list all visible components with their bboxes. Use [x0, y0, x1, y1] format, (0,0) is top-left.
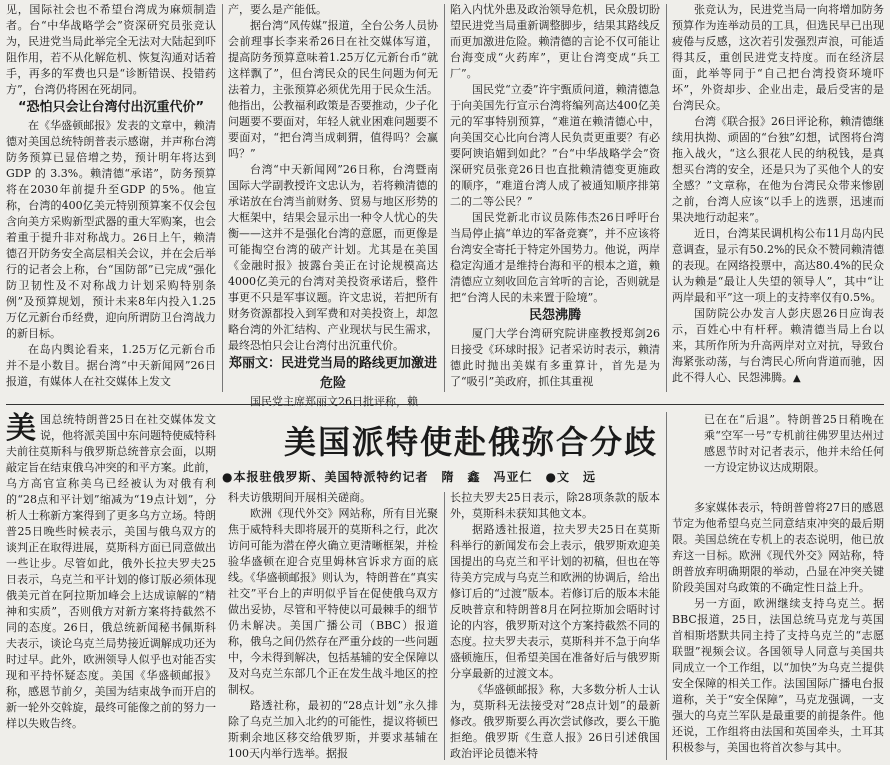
paragraph: 多家媒体表示，特朗普曾将27日的感恩节定为他希望乌克兰同意结束冲突的最后期限。美国总统在专机上的表态说明，他已放弃这一目标。欧洲《现代外交》网站称，特朗普放弃明确期限的举动，凸显在冲突关键阶段美国对乌政策的不确定性日益上升。 — [672, 501, 884, 594]
article-headline: 美国派特使赴俄弥合分歧 — [283, 423, 658, 461]
section-subhead: 郑丽文：民进党当局的路线更加激进危险 — [228, 356, 437, 391]
bottom-col-4-lower — [672, 500, 884, 762]
top-col-3 — [450, 2, 660, 396]
column-rule — [666, 412, 667, 760]
paragraph: 科夫访俄期间开展相关磋商。 — [228, 491, 371, 504]
paragraph: 欧洲《现代外交》网站称，所有目光聚焦于威特科夫即将展开的莫斯科之行，此次访问可能为潜在停火确立更清晰框架，并检验华盛顿在迎合克里姆林宫诉求方面的底线。《华盛顿邮报》则认为，特朗普在“真实社交”平台上的声明似乎旨在促使俄乌双方做出妥协，尽管和平特使以可最棘手的细节仍未解决。美国广播公司（BBC）报道称，俄乌之间仍然存在严重分歧的一些问题中，今未得到解决，包括基辅的安全保障以及对乌克兰东部几个正在发生战斗地区的控制权。 — [228, 507, 438, 696]
paragraph: 国民党“立委”许宇甄质问道，赖清德急于向美国先行宣示台湾将编列高达400亿美元的军事特别预算，“难道在赖清德心中，向美国交心比向台湾人民负责更重要？有必要阿谀谄媚到如此？”台“中华战略学会”资深研究员张竞26日也直批赖清德变更施政的顺序，“难道台湾人成了被通知顺序排第二的二等公民？” — [450, 83, 660, 208]
paragraph: 在岛内舆论看来，1.25万亿元新台币并不是小数目。据台湾“中天新闻网”26日报道，有媒体人在社交媒体上发文 — [6, 343, 216, 388]
column-rule — [222, 4, 223, 392]
paragraph: 另一方面，欧洲继续支持乌克兰。据BBC报道，25日，法国总统马克龙与英国首相斯塔默共同主持了支持乌克兰的“志愿联盟”视频会议。各国领导人同意与美国共同成立一个工作组，以“加快”为乌克兰提供安全保障的相关工作。法国国际广播电台报道称，关于“安全保障”，马克龙强调，一支强大的乌克兰军队是最重要的前提条件。他还说，工作组将由法国和英国牵头，土耳其积极参与，美国也将首次参与其中。 — [672, 597, 884, 754]
paragraph-text: 国总统特朗普25日在社交媒体发文说，他将派美国中东问题特使威特科夫前往莫斯科与俄罗斯总统普京会面，以期敲定旨在结束俄乌冲突的和平方案。此前，乌方高官宣称美乌已经被认为对俄有利的“28点和平计划”缩减为“19点计划”，分析人士称新方案得到了更多乌方立场。特朗普25日晚些时候表示，美国与俄乌双方的谈判正在取得进展，莫斯科方面已同意做出一些让步。尽管如此，俄外长拉夫罗夫25日表示，乌克兰和平计划的修订版必须体现俄美元首在阿拉斯加峰会上达成谅解的“精神和实质”，否则俄方对新方案将持截然不同的态度。26日，俄总统新闻秘书佩斯科夫表示，谈论乌克兰局势接近调解成功还为时过早。此外，欧洲领导人似乎也对能否实现和平持怀疑态度。美国《华盛顿邮报》称，感恩节前夕，美国为结束战争而开启的新一轮外交斡旋，最终可能像之前的努力一样以失败告终。 — [6, 413, 216, 730]
paragraph: 已在在“后退”。特朗普25日稍晚在乘“空军一号”专机前往佛罗里达州过感恩节时对记者表示，他并未给任何一方设定协议达成期限。 — [704, 413, 884, 474]
paragraph — [672, 306, 884, 387]
column-rule — [666, 4, 667, 392]
paragraph-text: 国防院公办发言人彭庆恩26日应询表示，百姓心中有杆秤。赖清德当局上台以来，其所作所为升高两岸对立对抗，导致台海紧张动荡，与台湾民心所向背道而驰，因此不得人心、民怨沸腾。 — [672, 307, 884, 384]
bottom-col-2 — [228, 490, 438, 762]
paragraph: 张竞认为，民进党当局一向将增加防务预算作为连举动员的工具，但选民早已出现疲倦与反感，这次若引发强烈声浪，可能适得其反，重创民进党支持度。而在经济层面，此举等同于“自己把台湾投资环境吓坏”，外资却步、企业出走，最后受害的是台湾民众。 — [672, 3, 884, 112]
top-col-4 — [672, 2, 884, 396]
paragraph: 据台湾“风传媒”报道，全台公务人员协会前理事长李来希26日在社交媒体写道，提高防务预算意味着1.25万亿元新台币“就这样飘了”，但台湾民众的民生问题为何无法着力，主张预算必须优先用于民众生活。他指出，公教福利政策是否要推动，少子化问题要不要面对，年轻人就业困难问题要不要面对，“把台湾当成刺猬，值得吗？会赢吗？” — [228, 19, 438, 160]
end-mark-icon: ▲ — [793, 373, 801, 384]
bottom-col-4 — [704, 412, 884, 500]
article-byline: ●本报驻俄罗斯、美国特派特约记者 隋 鑫 冯亚仁 ●文 远 — [222, 470, 596, 484]
paragraph: 国民党主席郑丽文26日批评称，赖 — [250, 395, 418, 408]
drop-cap: 美 — [6, 411, 36, 446]
column-rule — [444, 492, 445, 760]
paragraph: 陷入内忧外患及政治领导危机，民众殷切盼望民进党当局重新调整脚步，结果其路线反而更加激进危险。赖清德的言论不仅可能让台海变成“火药库”，更让台湾变成“兵工厂”。 — [450, 3, 660, 80]
paragraph: 《华盛顿邮报》称，大多数分析人士认为，莫斯科无法接受对“28点计划”的最新修改。俄罗斯要么再次尝试修改，要么干脆拒绝。俄罗斯《生意人报》26日引述俄国政治评论员德米特 — [450, 683, 660, 760]
paragraph: 据路透社报道，拉夫罗夫25日在莫斯科举行的新闻发布会上表示，俄罗斯欢迎美国提出的乌克兰和平计划的初稿，但也在等待美方完成与乌克兰和欧洲的协调后，给出修订后的“过渡”版本。若修订后的版本未能反映普京和特朗普8月在阿拉斯加会晤时讨论的内容，俄罗斯对这个方案持截然不同的态度。拉夫罗夫表示，莫斯科并不急于向华盛顿施压，但希望美国在准备好后与俄罗斯分享最新的过渡文本。 — [450, 523, 660, 680]
paragraph: 路透社称，最初的“28点计划”永久排除了乌克兰加入北约的可能性，提议将顿巴斯剩余地区移交给俄罗斯，并要求基辅在100天内举行选举。据报 — [228, 699, 438, 760]
section-subhead: “恐怕只会让台湾付出沉重代价” — [17, 100, 205, 115]
paragraph: 厦门大学台湾研究院讲座教授郑剑26日接受《环球时报》记者采访时表示，赖清德此时抛出美媒有多重算计，首先是为了“吸引”美政府，抓住其重视 — [450, 327, 660, 388]
top-col1-intro: 见，国际社会也不希望台湾成为麻烦制造者。台“中华战略学会”资深研究员张竞认为，民进党当局此举完全无法对大陆起到吓阻作用，若不从化解危机、恢复沟通对话着手，再多的军费也只是“诊断错误、投错药方”，台湾仍将困在死胡同。 — [6, 3, 216, 96]
bottom-col-1 — [6, 412, 216, 762]
paragraph: 产，要么是产能低。 — [228, 3, 327, 16]
paragraph: 台湾“中天新闻网”26日称，台湾暨南国际大学副教授许文忠认为，若将赖清德的承诺放在台湾当前财务、贸易与地区形势的大框架中，结果会显示出一种令人忧心的失衡——这并不是强化台湾的意愿，而更像是可能掏空台湾的破产计划。尤其是在美国《金融时报》披露台美正在讨论规模高达4000亿美元的台湾对美投资承诺后，整件事更不只是军事议题。许文忠说，若把所有财务资源都投入到军费和对美投资上，却忽略台湾的外汇结构、产业现状与民生需求，最终恐怕只会让台湾付出沉重代价。 — [228, 163, 438, 352]
bottom-col-3 — [450, 490, 660, 762]
lead-paragraph — [6, 412, 216, 732]
paragraph: 在《华盛顿邮报》发表的文章中，赖清德对美国总统特朗普表示感谢，并声称台湾防务预算已显倍增之势，预计明年将达到 GDP 的 3.3%。赖清德“承诺”，防务预算将在2030年前提升至GDP 的5%。他宣称，台湾的400亿美元特别预算案不仅会包含向美方采购新型武器的重大军购案，也会着重于提升非对称战力。26日上午，赖清德召开防务安全高层相关会议，并在会后举行的记者会上称，台“国防部”已完成“强化防卫韧性及不对称战力计划采购特别条例”及预算规划，预计未来8年内投入1.25万亿元新台币经费，迎向所谓防卫台湾战力的新目标。 — [6, 119, 216, 340]
paragraph: 长拉夫罗夫25日表示，除28项条款的版本外，莫斯科未获知其他文本。 — [450, 491, 660, 520]
section-subhead: 民怨沸腾 — [528, 308, 581, 323]
section-divider — [6, 404, 884, 405]
top-col-1 — [6, 2, 216, 396]
paragraph: 近日，台湾某民调机构公布11月岛内民意调查，显示有50.2%的民众不赞同赖清德的表现。在网络投票中，高达80.4%的民众认为赖是“最让人失望的领导人”，其中“让两岸最和平”这一项上的支持率仅有0.5%。 — [672, 227, 884, 304]
paragraph: 国民党新北市议员陈伟杰26日呼吁台当局停止搞“单边的军备竞赛”，并不应该将台湾安全寄托于特定外国势力。他说，两岸稳定沟通才是维持台海和平的根本之道，赖清德应立刻收回危言耸听的言论，否则就是把“台湾人民的未来置于险境”。 — [450, 211, 660, 304]
top-col-2 — [228, 2, 438, 408]
paragraph: 台湾《联合报》26日评论称，赖清德继续用执拗、顽固的“台独”幻想，试图将台湾拖入战火，“这么狠花人民的纳税钱，是真想买台湾的安全，还是只为了买他个人的安全感？”文章称，在他为台湾民众带来惨剧之前，台湾人应该“以手上的选票，迅速而果决地行动起来”。 — [672, 115, 884, 224]
column-rule — [444, 4, 445, 392]
